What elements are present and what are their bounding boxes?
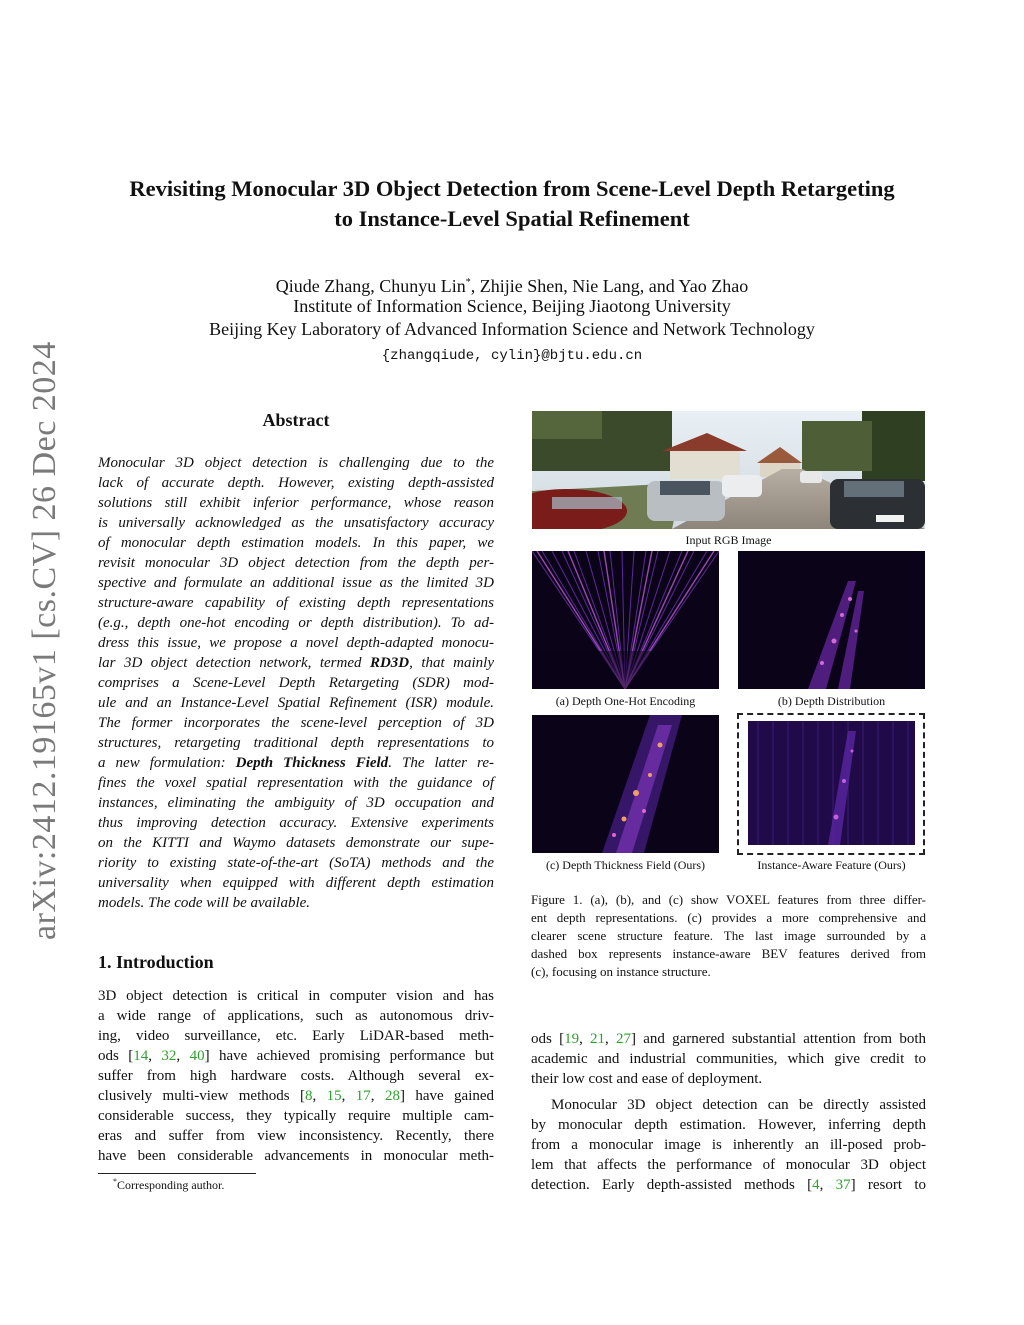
intro-line: considerable success, they typically require multiple cam- — [98, 1108, 494, 1124]
citation-link[interactable]: 4 — [812, 1177, 820, 1193]
intro-line-text: ods [ — [98, 1048, 134, 1064]
footnote-text: Corresponding author. — [117, 1178, 225, 1192]
abstract-line: dress this issue, we propose a novel depth-adapted monocu- — [98, 635, 494, 651]
abstract-line: Monocular 3D object detection is challenging due to the — [98, 455, 494, 471]
abstract-line: of monocular depth estimation models. In this paper, we — [98, 535, 494, 551]
abstract-line: is universally acknowledged as the unsatisfactory accuracy — [98, 515, 494, 531]
citation-link[interactable]: 17 — [355, 1088, 371, 1104]
panel-b-depth-distribution — [738, 551, 925, 689]
abstract-line: (e.g., depth one-hot encoding or depth distribution). To ad- — [98, 615, 494, 631]
abstract-line: instances, eliminating the ambiguity of 3D occupation and — [98, 795, 494, 811]
panel-d-instance-aware-feature — [748, 721, 915, 845]
abstract-line — [98, 653, 494, 673]
abstract-line-text: lar 3D object detection network, termed — [98, 655, 370, 671]
abstract-line: fines the voxel spatial representation with the guidance of — [98, 775, 494, 791]
abstract-line-text: , that mainly — [409, 655, 494, 671]
body-line: by monocular depth estimation. However, inferring depth — [531, 1117, 926, 1133]
citation-link[interactable]: 8 — [304, 1088, 313, 1104]
abstract-line: structure-aware capability of existing depth representations — [98, 595, 494, 611]
abstract-line — [98, 753, 494, 773]
abstract-line: thus improving detection accuracy. Extensive experiments — [98, 815, 494, 831]
caption-line: Figure 1. (a), (b), and (c) show VOXEL features from three differ- — [531, 892, 926, 907]
caption-line: dashed box represents instance-aware BEV features derived from — [531, 946, 926, 961]
input-rgb-label: Input RGB Image — [685, 533, 772, 547]
abstract-line: models. The code will be available. — [98, 895, 311, 911]
abstract-line-text: a new formulation: — [98, 755, 236, 771]
body-line: detection. Early depth-assisted methods [4, 37] resort to — [531, 1177, 926, 1193]
citation-link[interactable]: 37 — [835, 1177, 851, 1193]
introduction-body — [98, 986, 494, 1166]
affiliation-2: Beijing Key Laboratory of Advanced Information Science and Network Technology — [209, 319, 815, 339]
input-rgb-image — [532, 411, 925, 529]
abstract-line-text: . The latter re- — [388, 755, 494, 771]
caption-line: clearer scene structure feature. The last image surrounded by a — [531, 928, 926, 943]
intro-line: 3D object detection is critical in computer vision and has — [98, 988, 494, 1004]
distribution-visualization — [738, 551, 925, 689]
abstract-line: universality when equipped with different depth estimation — [98, 875, 494, 891]
body-line: from a monocular image is inherently an ill-posed prob- — [531, 1137, 926, 1153]
author-email: {zhangqiude, cylin}@bjtu.edu.cn — [381, 348, 643, 364]
caption-line: (c), focusing on instance structure. — [531, 964, 711, 979]
thickness-visualization — [532, 715, 719, 853]
footnote-mark: * — [113, 1177, 117, 1186]
intro-line: a wide range of applications, such as autonomous driv- — [98, 1008, 494, 1024]
intro-line-text: clusively multi-view methods [ — [98, 1088, 305, 1104]
citation-link[interactable]: 32 — [161, 1048, 177, 1064]
citation-link[interactable]: 15 — [326, 1088, 342, 1104]
author-names-a: Qiude Zhang, Chunyu Lin — [275, 276, 466, 296]
footnote — [113, 1177, 224, 1193]
panel-d-label: Instance-Aware Feature (Ours) — [757, 858, 906, 872]
body-line: lem that affects the performance of monocular 3D object — [531, 1157, 926, 1173]
intro-line: eras and suffer from view inconsistency. Recently, there — [98, 1128, 494, 1144]
abstract-heading: Abstract — [262, 410, 330, 430]
intro-line: have been considerable advancements in monocular meth- — [98, 1148, 494, 1164]
body-line: their low cost and ease of deployment. — [531, 1071, 763, 1087]
author-names-b: , Zhijie Shen, Nie Lang, and Yao Zhao — [470, 276, 749, 296]
caption-line: ent depth representations. (c) provides a more comprehensive and — [531, 910, 926, 925]
body-line: ods [19, 21, 27] and garnered substantial attention from both — [531, 1031, 926, 1047]
corresponding-mark: * — [465, 277, 471, 288]
body-line: academic and industrial communities, which give credit to — [531, 1051, 926, 1067]
figure-caption — [531, 891, 926, 981]
citation-link[interactable]: 27 — [616, 1031, 632, 1047]
intro-line: ods [14, 32, 40] have achieved promising performance but — [98, 1048, 494, 1064]
rays-visualization — [532, 551, 719, 689]
arxiv-identifier: arXiv:2412.19165v1 [cs.CV] 26 Dec 2024 — [26, 341, 63, 940]
abstract-line: structures, retargeting traditional depth representations to — [98, 735, 494, 751]
panel-c-depth-thickness-field — [532, 715, 719, 853]
body-line-text: ] and garnered substantial attention from both — [631, 1031, 926, 1047]
abstract-line: ule and an Instance-Level Spatial Refinement (ISR) module. — [98, 695, 494, 711]
panel-a-depth-one-hot — [532, 551, 719, 689]
abstract-line: comprises a Scene-Level Depth Retargeting (SDR) mod- — [98, 675, 494, 691]
abstract-line: riority to existing state-of-the-art (SoTA) methods and the — [98, 855, 494, 871]
abstract-body — [98, 453, 494, 913]
author-list — [60, 271, 964, 298]
right-column-para-1 — [531, 1029, 926, 1089]
intro-line-text: ] have gained — [399, 1088, 495, 1104]
panel-a-label: (a) Depth One-Hot Encoding — [555, 694, 696, 708]
body-line-text: ] resort to — [850, 1177, 926, 1193]
abstract-line: spective and formulate an additional issue as the limited 3D — [98, 575, 494, 591]
intro-line: clusively multi-view methods [8, 15, 17, 28] have gained — [98, 1088, 495, 1104]
dtf-term: Depth Thickness Field — [235, 755, 389, 771]
paper-title-line-2: to Instance-Level Spatial Refinement — [334, 206, 690, 231]
panel-b-label: (b) Depth Distribution — [777, 694, 886, 708]
body-line: Monocular 3D object detection can be directly assisted — [551, 1097, 926, 1113]
abstract-line: lack of accurate depth. However, existing depth-assisted — [98, 475, 494, 491]
intro-line-text: ] have achieved promising performance but — [204, 1048, 494, 1064]
right-column-para-2 — [531, 1095, 926, 1195]
paper-title-line-1: Revisiting Monocular 3D Object Detection from Scene-Level Depth Retargeting — [129, 176, 895, 201]
abstract-line: solutions still exhibit inferior performance, whose reason — [98, 495, 494, 511]
abstract-line: on the KITTI and Waymo datasets demonstrate our supe- — [98, 835, 494, 851]
citation-link[interactable]: 40 — [189, 1048, 205, 1064]
intro-line: suffer from high hardware costs. Although several ex- — [98, 1068, 494, 1084]
rd3d-term: RD3D — [369, 655, 410, 671]
intro-line: ing, video surveillance, etc. Early LiDAR-based meth- — [98, 1028, 494, 1044]
affiliation-1: Institute of Information Science, Beijing Jiaotong University — [293, 296, 731, 316]
citation-link[interactable]: 28 — [384, 1088, 400, 1104]
bev-visualization — [748, 721, 915, 845]
introduction-heading: 1. Introduction — [98, 952, 214, 972]
abstract-line: revisit monocular 3D object detection from the depth per- — [98, 555, 494, 571]
street-scene-illustration — [532, 411, 925, 529]
footnote-rule — [98, 1173, 256, 1174]
citation-link[interactable]: 14 — [133, 1048, 149, 1064]
body-line-text: detection. Early depth-assisted methods [ — [531, 1177, 813, 1193]
citation-link[interactable]: 19 — [564, 1031, 580, 1047]
panel-c-label: (c) Depth Thickness Field (Ours) — [545, 858, 706, 872]
body-line-text: ods [ — [531, 1031, 565, 1047]
citation-link[interactable]: 21 — [590, 1031, 606, 1047]
abstract-line: The former incorporates the scene-level perception of 3D — [98, 715, 494, 731]
